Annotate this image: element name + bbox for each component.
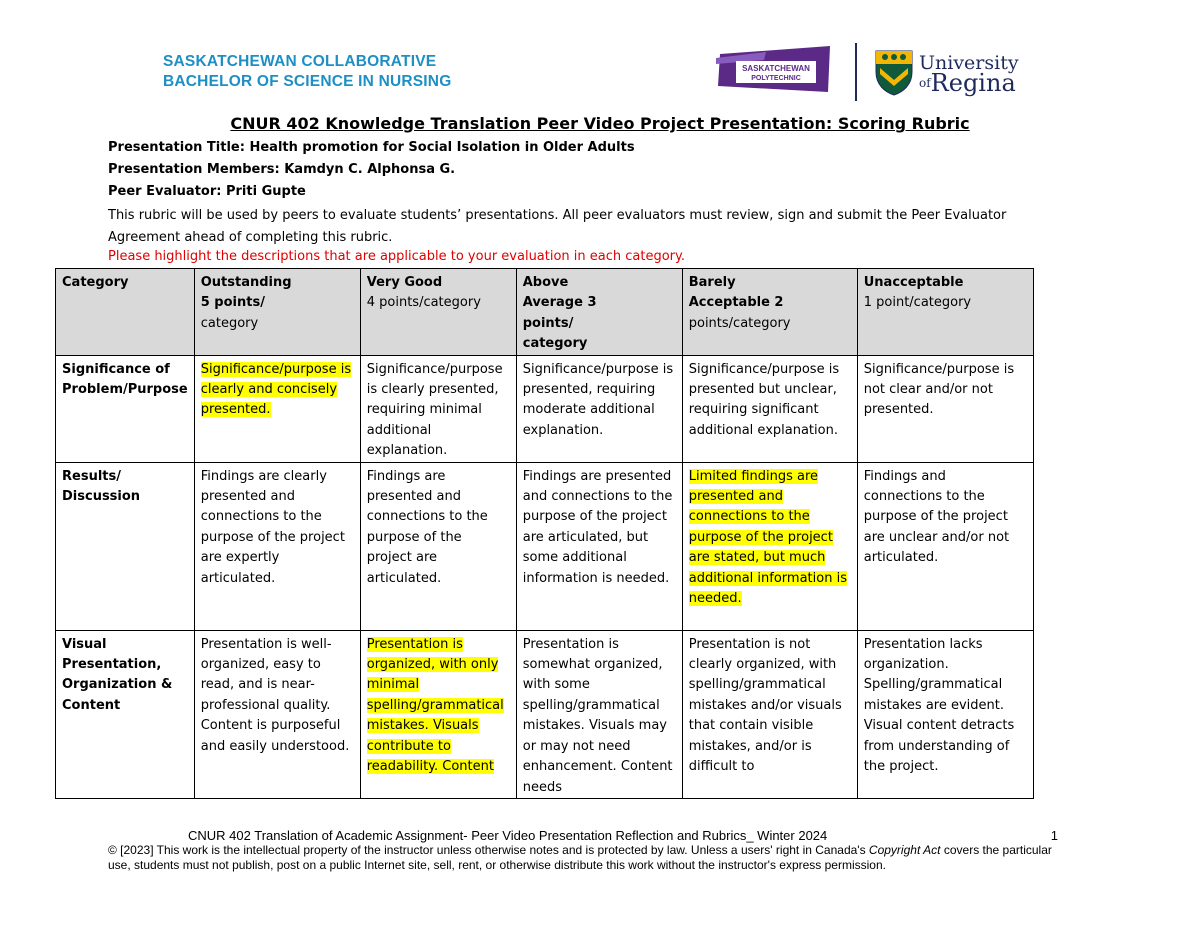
logo-line-2: BACHELOR OF SCIENCE IN NURSING [163, 73, 452, 90]
description[interactable]: Presentation is well-organized, easy to read, and is near-professional quality. Content is purposeful and easily understood. [200, 636, 350, 754]
logo-divider [855, 43, 857, 101]
highlighted-description[interactable]: Limited findings are presented and connections to the purpose of the project are stated, but much additional information is needed. [688, 468, 847, 607]
cell-barely-acceptable [682, 462, 857, 630]
copyright-text-1: © [2023] This work is the intellectual property of the instructor unless otherwise notes and is protected by law. Unless a users' right in Canada's [108, 843, 869, 857]
cell-very-good [360, 630, 516, 798]
cell-unacceptable [857, 630, 1033, 798]
description[interactable]: Presentation is somewhat organized, with some spelling/grammatical mistakes. Visuals may or may not need enhancement. Content needs [522, 636, 673, 795]
description[interactable]: Presentation lacks organization. Spelling/grammatical mistakes are evident. Visual content detracts from understanding of the project. [863, 636, 1015, 775]
header-unacceptable: Unacceptable 1 point/category [857, 269, 1033, 356]
cell-above-average [516, 462, 682, 630]
highlight-instruction: Please highlight the descriptions that are applicable to your evaluation in each category. [108, 249, 686, 264]
copyright-notice [108, 843, 1058, 873]
row-category: Visual Presentation, Organization & Content [56, 630, 195, 798]
header-category: Category [56, 269, 195, 356]
row-category: Significance of Problem/Purpose [56, 355, 195, 462]
rubric-row-significance [56, 355, 1034, 462]
description[interactable]: Findings are presented and connections to the purpose of the project are articulated. [366, 468, 488, 586]
cell-very-good [360, 355, 516, 462]
header-barely-acceptable: Barely Acceptable 2 points/category [682, 269, 857, 356]
logo-line-1: SASKATCHEWAN COLLABORATIVE [163, 53, 437, 70]
cell-very-good [360, 462, 516, 630]
header-outstanding: Outstanding 5 points/ category [194, 269, 360, 356]
description[interactable]: Findings are presented and connections to the purpose of the project are articulated, but some additional information is needed. [522, 468, 673, 586]
page-footer [108, 828, 1058, 873]
rubric-row-visual [56, 630, 1034, 798]
copyright-act: Copyright Act [868, 843, 941, 857]
cell-outstanding [194, 355, 360, 462]
document-title: CNUR 402 Knowledge Translation Peer Video Project Presentation: Scoring Rubric [230, 114, 970, 133]
cell-barely-acceptable [682, 630, 857, 798]
cell-barely-acceptable [682, 355, 857, 462]
header-very-good: Very Good 4 points/category [360, 269, 516, 356]
rubric-row-results [56, 462, 1034, 630]
header-above-average: Above Average 3 points/ category [516, 269, 682, 356]
row-category: Results/ Discussion [56, 462, 195, 630]
highlighted-description[interactable]: Presentation is organized, with only minimal spelling/grammatical mistakes. Visuals contribute to readability. Content [366, 636, 504, 775]
saskatchewan-polytechnic-logo [716, 44, 834, 94]
description[interactable]: Significance/purpose is not clear and/or not presented. [863, 361, 1015, 418]
sask-poly-text-1: SASKATCHEWAN [742, 64, 810, 73]
highlighted-description[interactable]: Significance/purpose is clearly and concisely presented. [200, 361, 352, 418]
description[interactable]: Presentation is not clearly organized, with spelling/grammatical mistakes and/or visuals that contain visible mistakes, and/or is difficult to [688, 636, 842, 775]
cell-unacceptable [857, 462, 1033, 630]
presentation-title: Presentation Title: Health promotion for Social Isolation in Older Adults [108, 140, 635, 155]
description[interactable]: Significance/purpose is presented, requiring moderate additional explanation. [522, 361, 674, 438]
cell-above-average [516, 355, 682, 462]
peer-evaluator: Peer Evaluator: Priti Gupte [108, 184, 306, 199]
collaborative-nursing-logo [163, 52, 451, 92]
rubric-header-row [56, 269, 1034, 356]
cell-outstanding [194, 630, 360, 798]
intro-paragraph: This rubric will be used by peers to evaluate students’ presentations. All peer evaluators must review, sign and submit the Peer Evaluator Agreement ahead of completing this rubric. [108, 208, 1007, 245]
description[interactable]: Significance/purpose is presented but unclear, requiring significant additional explanation. [688, 361, 840, 438]
cell-outstanding [194, 462, 360, 630]
copyright-text-2: covers the particular use, students must not publish, post on a public Internet site, sell, rent, or otherwise distribute this work without the instructor's express permission. [108, 843, 1052, 872]
cell-unacceptable [857, 355, 1033, 462]
page-number: 1 [1050, 828, 1058, 843]
uofr-line-1: University [919, 52, 1019, 74]
description[interactable]: Findings and connections to the purpose of the project are unclear and/or not articulated. [863, 468, 1010, 566]
description[interactable]: Significance/purpose is clearly presented, requiring minimal additional explanation. [366, 361, 503, 459]
uofr-of: of [919, 76, 931, 90]
scoring-rubric-table [55, 268, 1034, 799]
sask-poly-text-2: POLYTECHNIC [751, 75, 801, 82]
cell-above-average [516, 630, 682, 798]
university-of-regina-wordmark [919, 52, 1019, 97]
description[interactable]: Findings are clearly presented and connections to the purpose of the project are expertly articulated. [200, 468, 345, 586]
uofr-shield-icon [875, 50, 913, 96]
uofr-line-2: Regina [930, 69, 1016, 97]
footer-course-line: CNUR 402 Translation of Academic Assignment- Peer Video Presentation Reflection and Rubrics_ Winter 2024 [188, 828, 828, 843]
presentation-members: Presentation Members: Kamdyn C. Alphonsa G. [108, 162, 456, 177]
